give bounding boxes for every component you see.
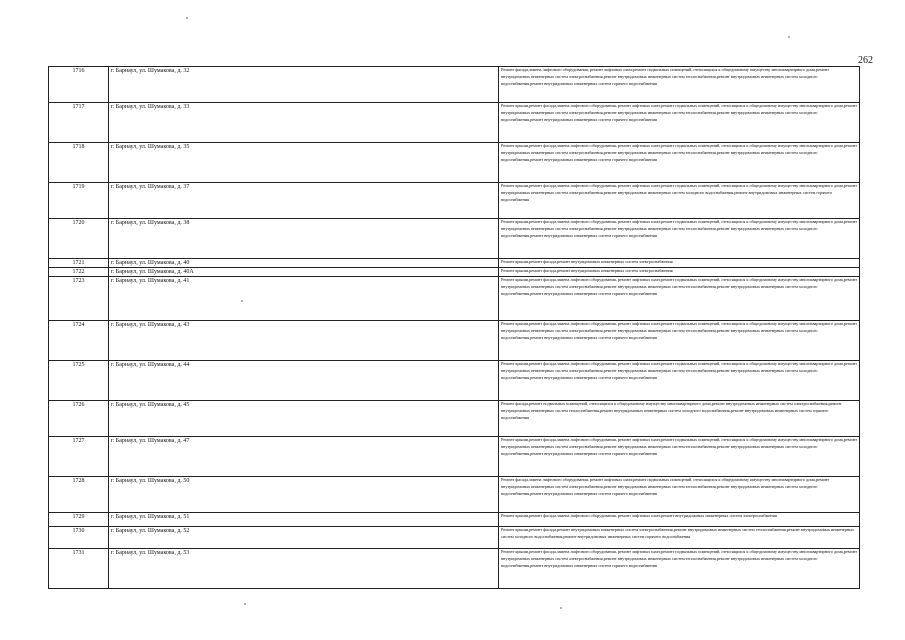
scan-speck [241,300,243,302]
row-works: Ремонт крыши,ремонт фасада,замена лифтового оборудования, ремонт лифтовых шахт,ремонт подвальных помещений, относящихся к общедомовому имуществу многоквартирного дома,ремонт внутридомовых инженерных систем электроснабжения,ремонт внутридомовых инженерных систем теплоснабжения,ремонт внутридомовых инженерных систем холодного водоснабжения,ремонт внутридомовых инженерных систем горячего водоснабжения [499,437,860,477]
row-number: 1716 [49,67,109,103]
row-number: 1725 [49,361,109,401]
row-number: 1720 [49,219,109,259]
table-row [49,321,860,361]
row-address: г. Барнаул, ул. Шумакова, д. 51 [109,513,499,527]
row-address: г. Барнаул, ул. Шумакова, д. 53 [109,549,499,589]
row-works: Ремонт крыши,ремонт фасада,замена лифтового оборудования, ремонт лифтовых шахт,ремонт подвальных помещений, относящихся к общедомовому имуществу многоквартирного дома,ремонт внутридомовых инженерных систем электроснабжения,ремонт внутридомовых инженерных систем теплоснабжения,ремонт внутридомовых инженерных систем холодного водоснабжения,ремонт внутридомовых инженерных систем горячего водоснабжения [499,361,860,401]
row-address: г. Барнаул, ул. Шумакова, д. 43 [109,321,499,361]
table-row [49,401,860,437]
row-address: г. Барнаул, ул. Шумакова, д. 33 [109,103,499,143]
row-number: 1727 [49,437,109,477]
row-address: г. Барнаул, ул. Шумакова, д. 47 [109,437,499,477]
row-address: г. Барнаул, ул. Шумакова, д. 37 [109,183,499,219]
row-address: г. Барнаул, ул. Шумакова, д. 32 [109,67,499,103]
scan-speck [186,17,188,19]
row-address: г. Барнаул, ул. Шумакова, д. 40А [109,268,499,277]
row-works: Ремонт крыши,ремонт фасада,замена лифтового оборудования, ремонт лифтовых шахт,ремонт подвальных помещений, относящихся к общедомовому имуществу многоквартирного дома,ремонт внутридомовых инженерных систем электроснабжения,ремонт внутридомовых инженерных систем холодного водоснабжения,ремонт внутридомовых инженерных систем горячего водоснабжения [499,183,860,219]
table-row [49,219,860,259]
row-works: Ремонт крыши,ремонт фасада,замена лифтового оборудования, ремонт лифтовых шахт,ремонт подвальных помещений, относящихся к общедомовому имуществу многоквартирного дома,ремонт внутридомовых инженерных систем электроснабжения,ремонт внутридомовых инженерных систем теплоснабжения,ремонт внутридомовых инженерных систем холодного водоснабжения,ремонт внутридомовых инженерных систем горячего водоснабжения [499,277,860,321]
row-works: Ремонт крыши,ремонт фасада,ремонт внутридомовых инженерных систем электроснабжения [499,259,860,268]
row-number: 1728 [49,477,109,513]
table-body [49,67,860,589]
row-works: Ремонт крыши,ремонт фасада,замена лифтового оборудования, ремонт лифтовых шахт,ремонт подвальных помещений, относящихся к общедомовому имуществу многоквартирного дома,ремонт внутридомовых инженерных систем электроснабжения,ремонт внутридомовых инженерных систем теплоснабжения,ремонт внутридомовых инженерных систем холодного водоснабжения,ремонт внутридомовых инженерных систем горячего водоснабжения [499,549,860,589]
row-works: Ремонт крыши,ремонт фасада,ремонт внутридомовых инженерных систем электроснабжения [499,268,860,277]
table-row [49,549,860,589]
table-row [49,277,860,321]
table-row [49,477,860,513]
row-address: г. Барнаул, ул. Шумакова, д. 44 [109,361,499,401]
row-works: Ремонт фасада,замена лифтового оборудования, ремонт лифтовых шахт,ремонт подвальных помещений, относящихся к общедомовому имуществу многоквартирного дома,ремонт внутридомовых инженерных систем электроснабжения,ремонт внутридомовых инженерных систем теплоснабжения,ремонт внутридомовых инженерных систем холодного водоснабжения,ремонт внутридомовых инженерных систем горячего водоснабжения [499,67,860,103]
page-number: 262 [858,55,873,66]
table-row [49,103,860,143]
table-row [49,143,860,183]
row-works: Ремонт крыши,ремонт фасада,ремонт внутридомовых инженерных систем электроснабжения,ремонт внутридомовых инженерных систем теплоснабжения,ремонт внутридомовых инженерных систем холодного водоснабжения,ремонт внутридомовых инженерных систем горячего водоснабжения [499,527,860,549]
row-number: 1718 [49,143,109,183]
row-address: г. Барнаул, ул. Шумакова, д. 50 [109,477,499,513]
row-number: 1721 [49,259,109,268]
table-row [49,527,860,549]
row-address: г. Барнаул, ул. Шумакова, д. 40 [109,259,499,268]
row-works: Ремонт крыши,ремонт фасада,замена лифтового оборудования, ремонт лифтовых шахт,ремонт внутридомовых инженерных систем электроснабжения [499,513,860,527]
row-number: 1726 [49,401,109,437]
row-works: Ремонт крыши,ремонт фасада,замена лифтового оборудования, ремонт лифтовых шахт,ремонт подвальных помещений, относящихся к общедомовому имуществу многоквартирного дома,ремонт внутридомовых инженерных систем электроснабжения,ремонт внутридомовых инженерных систем теплоснабжения,ремонт внутридомовых инженерных систем холодного водоснабжения,ремонт внутридомовых инженерных систем горячего водоснабжения [499,143,860,183]
scan-speck [244,603,246,605]
table-row [49,268,860,277]
row-works: Ремонт фасада,ремонт подвальных помещений, относящихся к общедомовому имуществу многоквартирного дома,ремонт внутридомовых инженерных систем электроснабжения,ремонт внутридомовых инженерных систем теплоснабжения,ремонт внутридомовых инженерных систем холодного водоснабжения,ремонт внутридомовых инженерных систем горячего водоснабжения [499,401,860,437]
row-address: г. Барнаул, ул. Шумакова, д. 45 [109,401,499,437]
housing-registry-table [48,66,860,589]
table-row [49,361,860,401]
table-row [49,437,860,477]
row-number: 1730 [49,527,109,549]
row-address: г. Барнаул, ул. Шумакова, д. 41 [109,277,499,321]
row-number: 1719 [49,183,109,219]
row-number: 1717 [49,103,109,143]
row-address: г. Барнаул, ул. Шумакова, д. 38 [109,219,499,259]
scan-speck [560,607,562,609]
row-address: г. Барнаул, ул. Шумакова, д. 35 [109,143,499,183]
row-works: Ремонт крыши,ремонт фасада,замена лифтового оборудования, ремонт лифтовых шахт,ремонт подвальных помещений, относящихся к общедомовому имуществу многоквартирного дома,ремонт внутридомовых инженерных систем электроснабжения,ремонт внутридомовых инженерных систем теплоснабжения,ремонт внутридомовых инженерных систем холодного водоснабжения,ремонт внутридомовых инженерных систем горячего водоснабжения [499,321,860,361]
row-works: Ремонт фасада,замена лифтового оборудования, ремонт лифтовых шахт,ремонт подвальных помещений, относящихся к общедомовому имуществу многоквартирного дома,ремонт внутридомовых инженерных систем электроснабжения,ремонт внутридомовых инженерных систем теплоснабжения,ремонт внутридомовых инженерных систем холодного водоснабжения,ремонт внутридомовых инженерных систем горячего водоснабжения [499,477,860,513]
row-address: г. Барнаул, ул. Шумакова, д. 52 [109,527,499,549]
row-number: 1723 [49,277,109,321]
table-row [49,259,860,268]
row-works: Ремонт крыши,ремонт фасада,замена лифтового оборудования, ремонт лифтовых шахт,ремонт подвальных помещений, относящихся к общедомовому имуществу многоквартирного дома,ремонт внутридомовых инженерных систем электроснабжения,ремонт внутридомовых инженерных систем теплоснабжения,ремонт внутридомовых инженерных систем холодного водоснабжения,ремонт внутридомовых инженерных систем горячего водоснабжения [499,219,860,259]
scan-speck [788,36,790,38]
row-number: 1724 [49,321,109,361]
table-row [49,67,860,103]
row-number: 1729 [49,513,109,527]
table-row [49,513,860,527]
table-row [49,183,860,219]
row-number: 1731 [49,549,109,589]
row-number: 1722 [49,268,109,277]
row-works: Ремонт крыши,ремонт фасада,замена лифтового оборудования, ремонт лифтовых шахт,ремонт подвальных помещений, относящихся к общедомовому имуществу многоквартирного дома,ремонт внутридомовых инженерных систем электроснабжения,ремонт внутридомовых инженерных систем теплоснабжения,ремонт внутридомовых инженерных систем холодного водоснабжения,ремонт внутридомовых инженерных систем горячего водоснабжения [499,103,860,143]
